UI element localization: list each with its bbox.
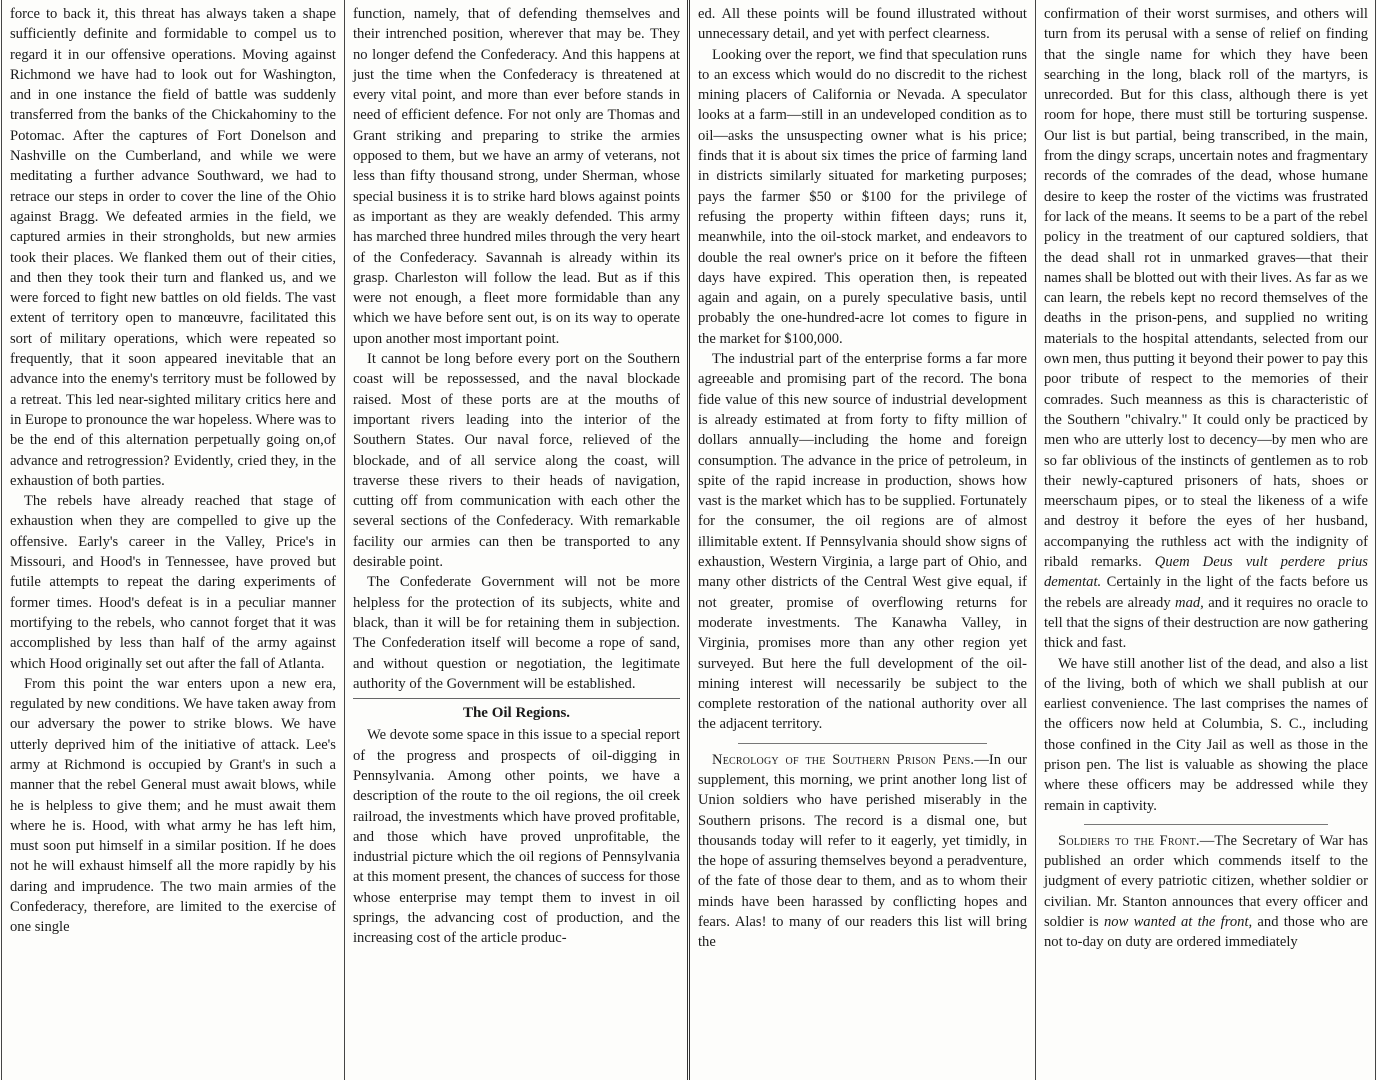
column-2-paragraph-4: We devote some space in this issue to a special report of the progress and prospects of oil-digging in Pennsylvania. Among other points, we have a description of the route to the oil regions, the oil creek railroad, the investments which have proved profitable, and those which have proved unprofitable, the industrial picture which the oil regions of Pennsylvania at this moment present, the chances of success for those whose enterprise may tempt them to invest in oil springs, the advancing cost of production, and the increasing cost of the article produc- — [353, 727, 680, 947]
article-separator — [738, 743, 987, 744]
column-4-text-1c: and it requires no oracle to tell that the signs of their destruction are now gathering thick and fast. — [1044, 594, 1368, 652]
column-4 — [1038, 0, 1374, 1080]
column-1-paragraph-3: From this point the war enters upon a new era, regulated by new conditions. We have taken away from our adversary the power to strike blows. We have utterly deprived him of the initiative of attack. Lee's army at Richmond is occupied by Grant's in such a manner that the rebel General must await blows, while he is helpless to give them; and he must await them where he is. Hood, with what army he has left him, must soon put himself in a similar position. If he does not he will exhaust himself all the more rapidly by his daring and imprudence. The two main armies of the Confederacy, therefore, are limited to the exercise of one single — [10, 675, 336, 936]
column-3-paragraph-3: The industrial part of the enterprise forms a far more agreeable and promising part of the record. The bona fide value of this new source of industrial development is already estimated at from forty to fifty million of dollars annually—including the home and foreign consumption. The advance in the price of petroleum, in spite of the rapid increase in production, shows how vast is the market which has to be supplied. Fortunately for the consumer, the oil regions are of almost illimitable extent. If Pennsylvania should show signs of exhaustion, Western Virginia, a large part of Ohio, and many other districts of the Central West give equal, if not greater, promise of overflowing returns for moderate investments. The Kanawha Valley, in Virginia, promises more than any other region yet surveyed. But here the full development of the oil-mining interest will necessarily be subject to the complete restoration of the national authority over all the adjacent territory. — [698, 351, 1027, 733]
necrology-paragraph — [698, 750, 1027, 953]
soldiers-text: —The Secretary of War has published an order which commends itself to the judgment of every patriotic citizen, whether soldier or civilian. Mr. Stanton announces that every officer and soldier is — [1044, 832, 1368, 931]
soldiers-paragraph — [1044, 831, 1368, 953]
column-1-paragraph-1: force to back it, this threat has always taken a shape sufficiently definite and formidable to compel us to regard it in our offensive operations. Moving against Richmond we have had to look out for Washington, and in one instance the field of battle was suddenly transferred from the banks of the Chickahominy to the Potomac. After the captures of Fort Donelson and Nashville on the Cumberland, and while we were meditating a further advance Southward, we had to retrace our steps in order to cover the line of the Ohio against Bragg. We defeated armies in the field, we captured armies in their strongholds, but new armies took their places. We flanked them out of their cities, and then they took their turn and flanked us, and we were forced to fight new battles on old fields. The vast extent of territory open to manœuvre, facilitated this sort of military operations, which were repeated so frequently, that it soon appeared inevitable that an advance into the enemy's territory must be followed by a retreat. This led near-sighted military critics here and in Europe to pronounce the war hopeless. Where was to be the end of this alternation perpetually going on,of advance and retrogression? Evidently, cried they, in the exhaustion of both parties. — [10, 6, 336, 489]
column-2 — [347, 0, 686, 1080]
mad-word: mad, — [1175, 594, 1204, 611]
soldiers-text-2: and those who are not to-day on duty are ordered immediately — [1044, 914, 1369, 951]
column-1 — [4, 0, 342, 1080]
column-rule — [344, 0, 345, 1080]
soldiers-heading: Soldiers to the Front. — [1058, 832, 1200, 849]
necrology-heading: Necrology of the Southern Prison Pens. — [712, 751, 975, 768]
column-2-paragraph-1: function, namely, that of defending themselves and their intrenched position, wherever that may be. They no longer defend the Confederacy. And this happens at just the time when the Confederacy is threatened at every vital point, and more than ever before stands in need of efficient defence. For not only are Thomas and Grant striking and preparing to strike the armies opposed to them, but we have an army of veterans, not less than fifty thousand strong, under Sherman, whose special business it is to strike hard blows against points as important as they are weakly defended. This army has marched three hundred miles through the very heart of the Confederacy. Savannah is already within its grasp. Charleston will follow the lead. But as if this were not enough, a fleet more formidable than any which we have before sent out, is on its way to operate upon another most important point. — [353, 6, 680, 347]
column-rule — [1, 0, 2, 1080]
latin-quote: Quem Deus vult perdere prius dementat. — [1044, 554, 1368, 591]
front-phrase: now wanted at the front, — [1103, 914, 1253, 931]
column-1-paragraph-2: The rebels have already reached that stage of exhaustion when they are compelled to give up the offensive. Early's career in the Valley, Price's in Missouri, and Hood's in Tennessee, have proved but futile attempts to repeat the daring experiments of former times. Hood's defeat is in a peculiar manner mortifying to the rebels, who cannot forget that it was accomplished by less than half of the army against which Hood originally set out after the fall of Atlanta. — [10, 493, 336, 672]
column-2-paragraph-2: It cannot be long before every port on the Southern coast will be repossessed, and the naval blockade raised. Most of these ports are at the mouths of important rivers leading into the interior of the Southern States. Our naval force, relieved of the blockade, and of all service along the coast, will traverse these rivers to their heads of navigation, cutting off from communication with each other the several sections of the Confederacy. With remarkable facility our armies can then be transported to any desirable point. — [353, 351, 680, 571]
column-rule — [1375, 0, 1376, 1080]
column-rule — [687, 0, 690, 1080]
column-4-paragraph-2: We have still another list of the dead, and also a list of the living, both of which we shall publish at our earliest convenience. The last comprises the names of the officers now held at Columbia, S. C., including those confined in the City Jail as well as those in the prison pen. The list is valuable as showing the place where these officers may be addressed while they remain in captivity. — [1044, 655, 1368, 814]
column-3-paragraph-1: ed. All these points will be found illustrated without unnecessary detail, and yet with perfect clearness. — [698, 6, 1027, 43]
column-4-text-1: confirmation of their worst surmises, and others will turn from its perusal with a sense of relief on finding that the single name for which they have been searching in the long, black roll of the martyrs, is unrecorded. But for this class, although there is yet room for hope, there must still be torturing suspense. Our list is but partial, being transcribed, in the main, from the dingy scraps, uncertain notes and fragmentary records of the comrades of the dead, whose humane desire to keep the roster of the victims was frustrated for lack of the means. It seems to be a part of the rebel policy in the treatment of our captured soldiers, that the dead shall rot in unmarked graves—that their names shall be blotted out with their lives. As far as we can learn, the rebels kept no record themselves of the deaths in the prison-pens, and supplied no writing materials to the hospital attendants, selected from our own men, thus putting it beyond their power to pay this poor tribute of respect to the memories of their comrades. Such meanness as this is characteristic of the Southern "chivalry." It could only be practiced by men who are utterly lost to decency—by men who are so far oblivious of the instincts of gentlemen as to rob their newly-captured prisoners of hats, shoes or meerschaum pipes, or to steal the likeness of a wife and destroy it before the eyes of her husband, accompanying the ruthless act with the indignity of ribald remarks. — [1044, 6, 1368, 571]
column-2-paragraph-3: The Confederate Government will not be more helpless for the protection of its subjects, white and black, than it will be for retaining them in subjection. The Confederation itself will become a rope of sand, and without question or negotiation, the legitimate authority of the Government will be established. — [353, 574, 680, 692]
column-4-text-1b: Certainly in the light of the facts before us the rebels are already — [1044, 574, 1368, 611]
oil-regions-heading: The Oil Regions. — [353, 698, 680, 723]
column-4-paragraph-1 — [1044, 4, 1368, 654]
article-separator — [1084, 824, 1328, 825]
column-rule — [1035, 0, 1036, 1080]
column-3 — [692, 0, 1033, 1080]
column-3-paragraph-2: Looking over the report, we find that speculation runs to an excess which would do no discredit to the richest mining placers of California or Nevada. A speculator looks at a farm—still in an undeveloped condition as to oil—asks the unsuspecting owner what is his price; finds that it is about six times the price of farming land in districts similarly situated for marketing purposes; pays the farmer $50 or $100 for the privilege of refusing the property within fifteen days; runs it, meanwhile, into the oil-stock market, and endeavors to double the real owner's price on it before the fifteen days have expired. This operation then, is repeated again and again, on a purely speculative basis, until probably the one-hundred-acre lot comes to figure in the market for $100,000. — [698, 46, 1027, 347]
necrology-text: —In our supplement, this morning, we print another long list of Union soldiers who have perished miserably in the Southern prisons. The record is a dismal one, but thousands today will refer to it eagerly, yet timidly, in the hope of assuring themselves beyond a peradventure, of the fate of those dear to them, and as to whom their minds have been harassed by conflicting hopes and fears. Alas! to many of our readers this list will bring the — [698, 751, 1027, 951]
